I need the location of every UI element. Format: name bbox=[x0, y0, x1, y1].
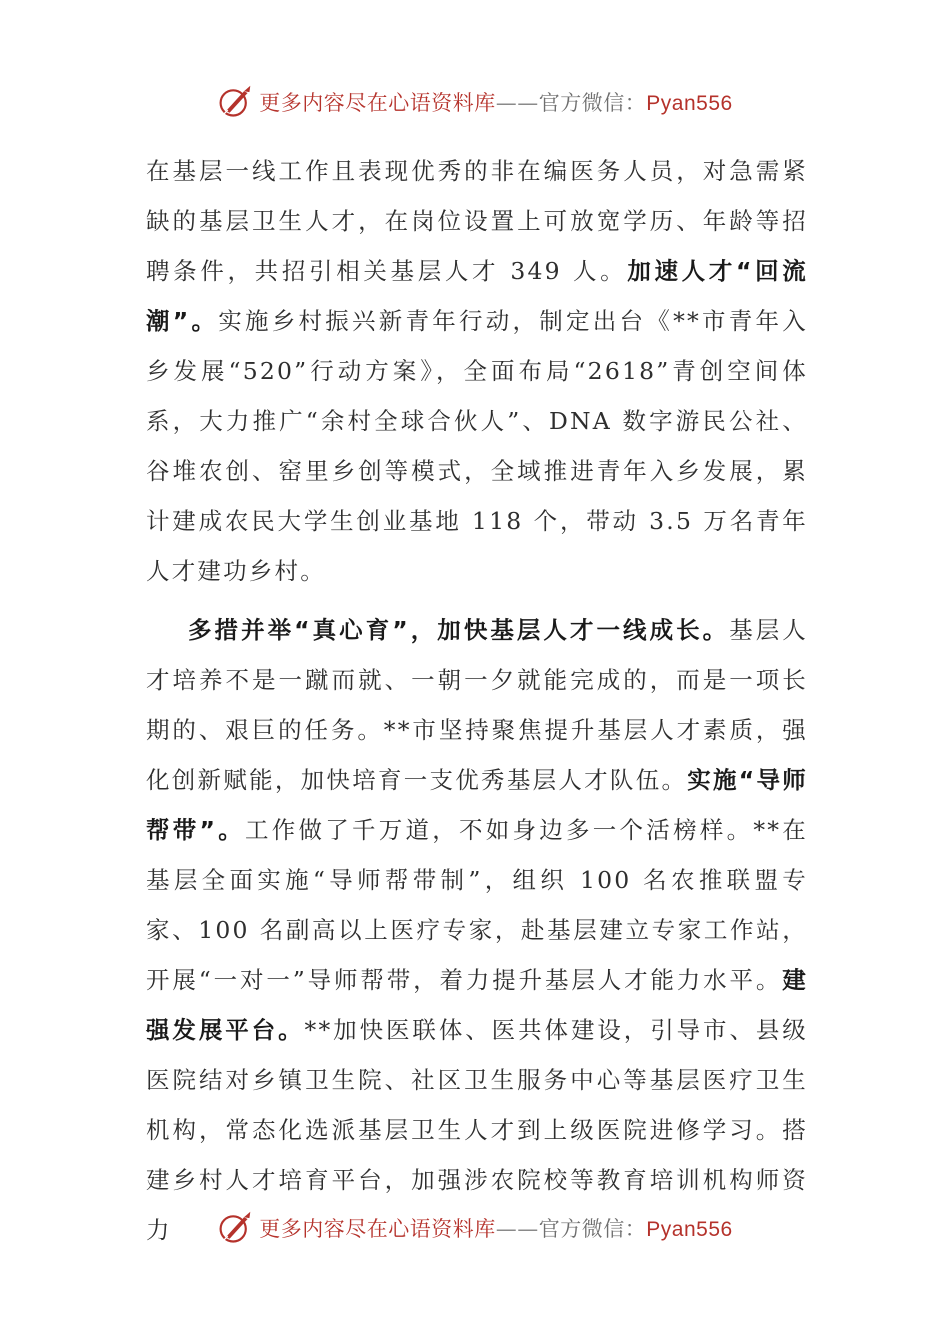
banner-site-text: 更多内容尽在心语资料库 bbox=[259, 91, 496, 115]
paragraph-2-text-1: 基层人才培养不是一蹴而就、一朝一夕就能完成的，而是一项长期的、艰巨的任务。**市坚持聚焦提升基层人才素质，强化创新赋能，加快培育一支优秀基层人才队伍。 bbox=[146, 616, 808, 794]
paragraph-1 bbox=[146, 146, 808, 596]
quill-pen-logo-icon bbox=[217, 1210, 253, 1246]
paragraph-1-text-2: 实施乡村振兴新青年行动，制定出台《**市青年入乡发展“520”行动方案》，全面布局“2618”青创空间体系，大力推广“余村全球合伙人”、DNA 数字游民公社、谷堆农创、窑里乡创等模式，全域推进青年入乡发展，累计建成农民大学生创业基地 118 个，带动 3.5 万名青年人才建功乡村。 bbox=[146, 307, 808, 585]
banner-wechat-id: Pyan556 bbox=[646, 92, 733, 115]
banner-wechat-id: Pyan556 bbox=[646, 1218, 733, 1241]
paragraph-2 bbox=[146, 605, 808, 1255]
banner-dash: —— bbox=[495, 1217, 539, 1241]
footer-banner bbox=[0, 1206, 950, 1250]
paragraph-2-heading-main: 多措并举“真心育”，加快基层人才一线成长。 bbox=[188, 616, 730, 644]
paragraph-2-text-2: 工作做了千万道，不如身边多一个活榜样。**在基层全面实施“导师帮带制”，组织 100 名农推联盟专家、100 名副高以上医疗专家，赴基层建立专家工作站，开展“一对一”导师帮带，着力提升基层人才能力水平。 bbox=[146, 816, 808, 994]
paragraph-2-heading-platform: 建强发展平台。 bbox=[146, 966, 808, 1044]
paragraph-1-text-1: 在基层一线工作且表现优秀的非在编医务人员，对急需紧缺的基层卫生人才，在岗位设置上可放宽学历、年龄等招聘条件，共招引相关基层人才 349 人。 bbox=[146, 157, 808, 285]
banner-wechat-label: 官方微信： bbox=[538, 1217, 647, 1241]
paragraph-2-text-3: **加快医联体、医共体建设，引导市、县级医院结对乡镇卫生院、社区卫生服务中心等基层医疗卫生机构，常态化选派基层卫生人才到上级医院进修学习。搭建乡村人才培育平台，加强涉农院校等教育培训机构师资力 bbox=[146, 1016, 809, 1244]
banner-wechat-label: 官方微信： bbox=[538, 91, 647, 115]
paragraph-1-heading-accelerate-return: 加速人才“回流潮”。 bbox=[146, 257, 808, 335]
header-banner bbox=[0, 80, 950, 124]
banner-site-text: 更多内容尽在心语资料库 bbox=[259, 1217, 496, 1241]
quill-pen-logo-icon bbox=[217, 84, 253, 120]
banner-dash: —— bbox=[495, 91, 539, 115]
paragraph-2-heading-mentor: 实施“导师帮带”。 bbox=[146, 766, 808, 844]
document-body bbox=[146, 146, 808, 1255]
